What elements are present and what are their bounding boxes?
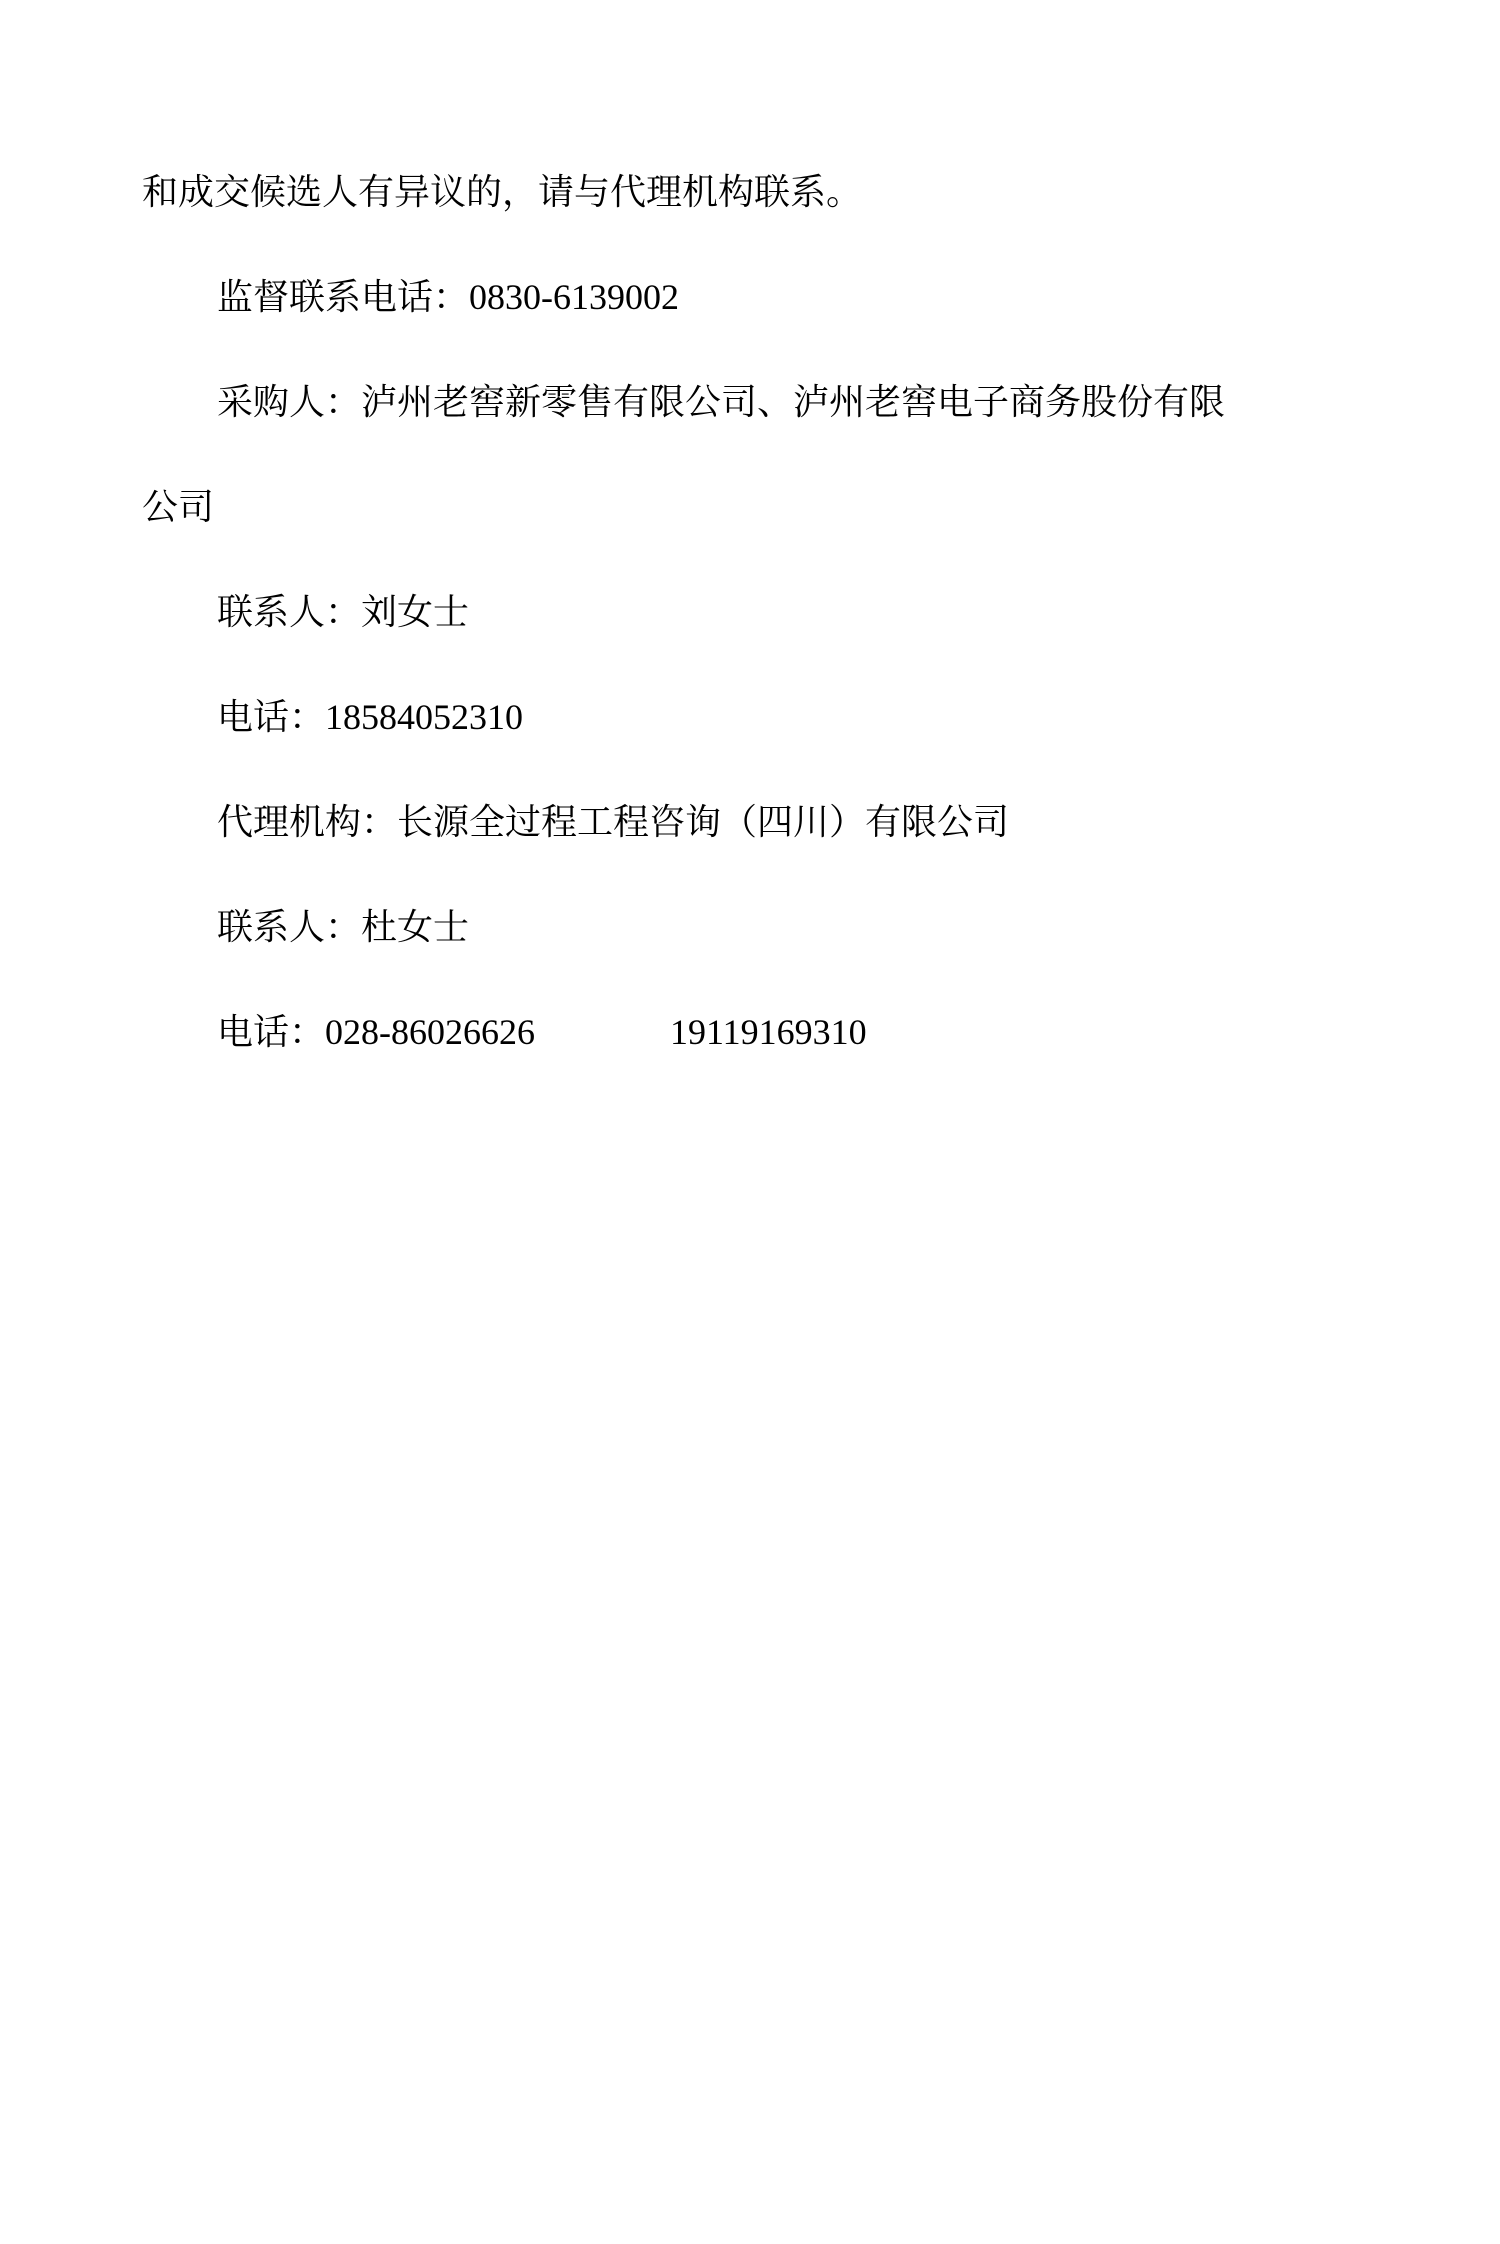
purchaser-line-wrap: 公司 [142,487,215,527]
purchaser-phone-line: 电话：18584052310 [217,697,524,737]
supervision-phone-line: 监督联系电话：0830-6139002 [217,277,679,317]
purchaser-line: 采购人：泸州老窖新零售有限公司、泸州老窖电子商务股份有限 [217,382,1226,422]
agency-phone-line [142,980,1302,1085]
paragraph-appeal-note: 和成交候选人有异议的，请与代理机构联系。 [142,172,863,212]
purchaser-contact-line: 联系人：刘女士 [217,592,470,632]
agency-contact-line: 联系人：杜女士 [217,907,470,947]
agency-line: 代理机构：长源全过程工程咨询（四川）有限公司 [217,802,1010,842]
document-body [142,140,1302,1085]
agency-phone-landline: 电话：028-86026626 [217,1012,535,1052]
agency-phone-mobile: 19119169310 [670,1012,867,1052]
